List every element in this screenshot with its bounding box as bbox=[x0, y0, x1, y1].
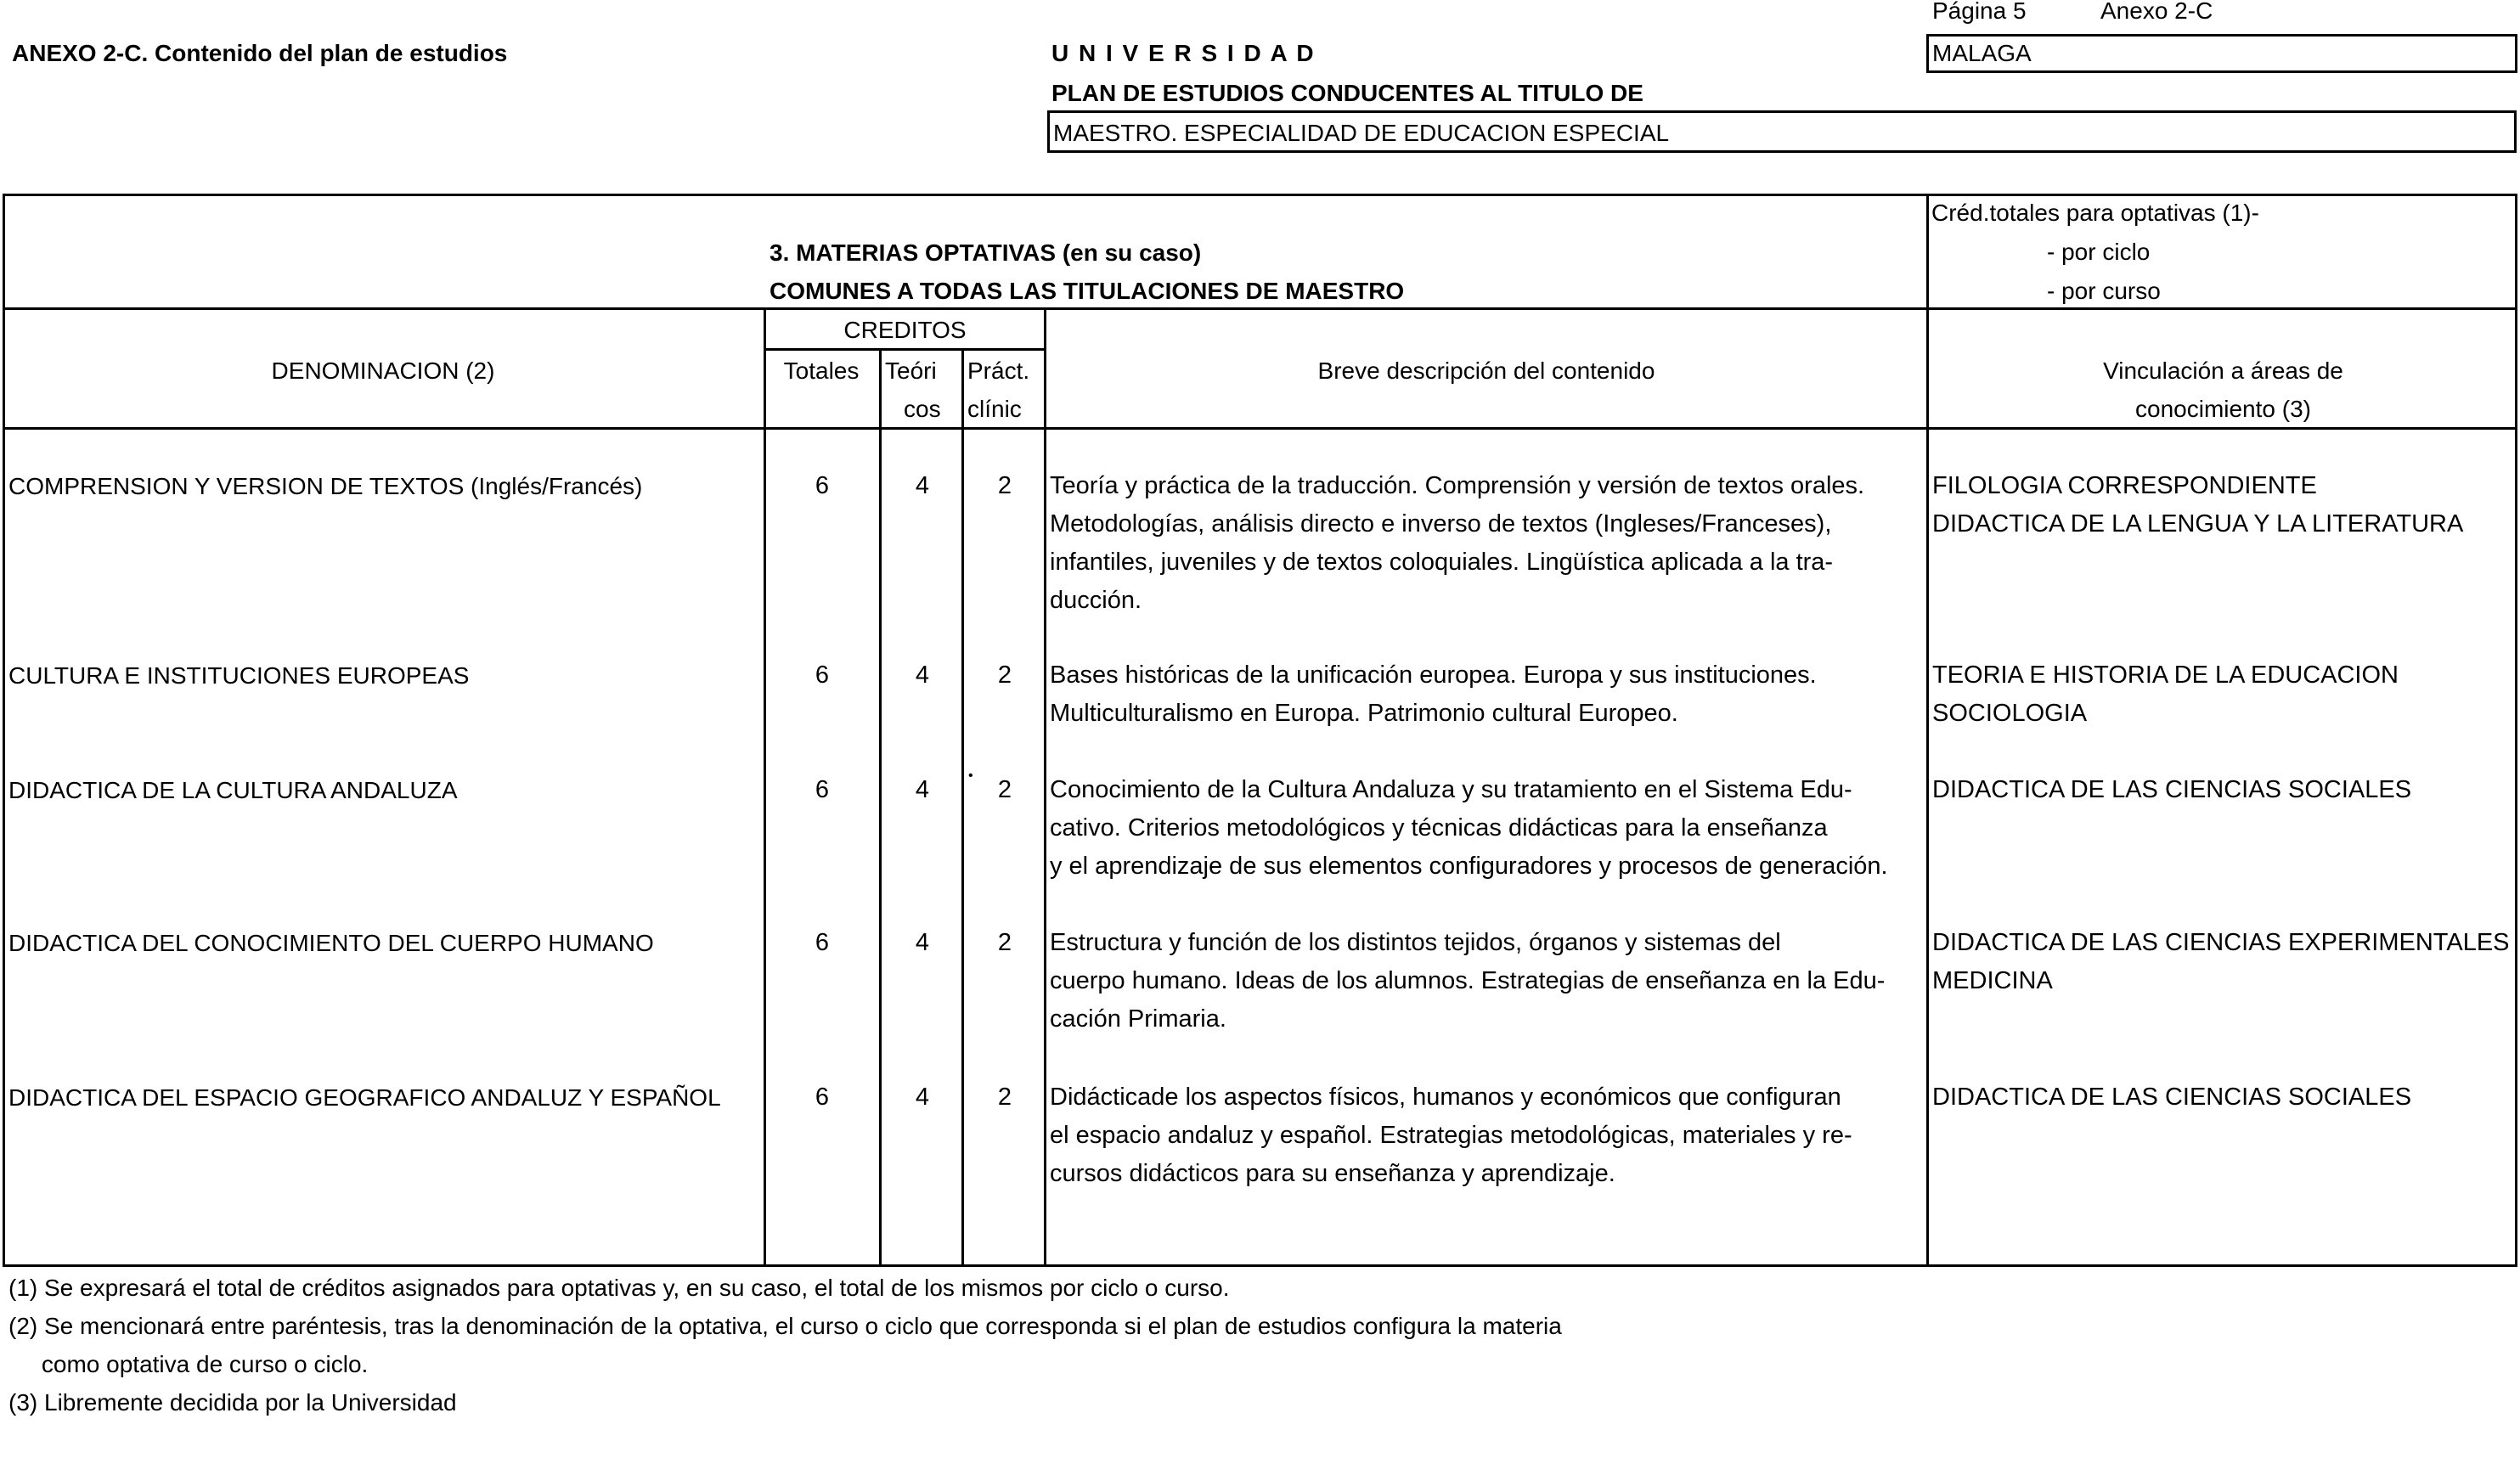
row-totales: 6 bbox=[815, 1084, 830, 1111]
universidad-field bbox=[1926, 34, 2517, 73]
col-header-teoricos-2: cos bbox=[904, 396, 941, 422]
section-subtitle: COMUNES A TODAS LAS TITULACIONES DE MAESTRO bbox=[770, 278, 1405, 304]
row-practicos: 2 bbox=[997, 929, 1012, 956]
titulo-value: MAESTRO. ESPECIALIDAD DE EDUCACION ESPECIAL bbox=[1053, 120, 1670, 146]
row-vinculacion: FILOLOGIA CORRESPONDIENTE DIDACTICA DE LA LENGUA Y LA LITERATURA bbox=[1932, 472, 2464, 538]
section-title: 3. MATERIAS OPTATIVAS (en su caso) bbox=[770, 239, 1202, 266]
footnote-3: (3) Libremente decidida por la Universidad bbox=[8, 1389, 457, 1416]
row-denominacion: DIDACTICA DEL ESPACIO GEOGRAFICO ANDALUZ Y ESPAÑOL bbox=[8, 1084, 721, 1111]
row-denominacion: CULTURA E INSTITUCIONES EUROPEAS bbox=[8, 662, 470, 689]
row-vinculacion: TEORIA E HISTORIA DE LA EDUCACION SOCIOLOGIA bbox=[1932, 661, 2399, 727]
universidad-label: U N I V E R S I D A D bbox=[1051, 40, 1316, 66]
divider bbox=[764, 348, 1046, 351]
row-practicos: 2 bbox=[997, 661, 1012, 689]
col-header-vinculacion-1: Vinculación a áreas de bbox=[2103, 357, 2343, 384]
row-descripcion: Estructura y función de los distintos tejidos, órganos y sistemas del cuerpo humano. Ideas de los alumnos. Estrategias de enseñanza en la Edu- cación Primaria. bbox=[1050, 929, 1886, 1033]
footnotes bbox=[8, 1269, 1562, 1421]
col-header-vinculacion-2: conocimiento (3) bbox=[2135, 396, 2311, 422]
row-denominacion: COMPRENSION Y VERSION DE TEXTOS (Inglés/Francés) bbox=[8, 473, 643, 499]
creditos-note-ciclo: - por ciclo bbox=[2047, 239, 2151, 265]
col-header-denominacion: DENOMINACION (2) bbox=[271, 357, 495, 384]
col-header-teoricos-1: Teóri bbox=[885, 357, 937, 384]
annex-label: Anexo 2-C bbox=[2100, 0, 2213, 24]
row-descripcion: Conocimiento de la Cultura Andaluza y su tratamiento en el Sistema Edu- cativo. Criterios metodológicos y técnicas didácticas para la enseñanza y el aprendizaje de sus elementos configuradores y procesos de generación. bbox=[1050, 776, 1888, 880]
row-mark: • bbox=[968, 768, 973, 783]
row-teoricos: 4 bbox=[915, 472, 930, 499]
row-totales: 6 bbox=[815, 472, 830, 499]
titulo-field bbox=[1047, 110, 2517, 153]
row-vinculacion: DIDACTICA DE LAS CIENCIAS SOCIALES bbox=[1932, 1084, 2412, 1111]
page-number: Página 5 bbox=[1932, 0, 2027, 24]
row-teoricos: 4 bbox=[915, 776, 930, 803]
divider bbox=[764, 307, 766, 1267]
row-practicos: 2 bbox=[997, 1084, 1012, 1111]
row-teoricos: 4 bbox=[915, 929, 930, 956]
row-descripcion: Didácticade los aspectos físicos, humanos y económicos que configuran el espacio andaluz y español. Estrategias metodológicas, materiales y re- cursos didácticos para su enseñanza y aprendizaje. bbox=[1050, 1084, 1852, 1187]
row-vinculacion: DIDACTICA DE LAS CIENCIAS SOCIALES bbox=[1932, 776, 2412, 803]
universidad-value: MALAGA bbox=[1932, 40, 2032, 66]
row-teoricos: 4 bbox=[915, 661, 930, 689]
col-header-descripcion: Breve descripción del contenido bbox=[1317, 357, 1655, 384]
divider bbox=[1044, 307, 1046, 1267]
row-practicos: 2 bbox=[997, 472, 1012, 499]
col-header-creditos: CREDITOS bbox=[843, 317, 967, 343]
row-descripcion: Bases históricas de la unificación europea. Europa y sus instituciones. Multiculturalismo en Europa. Patrimonio cultural Europeo. bbox=[1050, 661, 1817, 727]
row-vinculacion: DIDACTICA DE LAS CIENCIAS EXPERIMENTALES MEDICINA bbox=[1932, 929, 2510, 994]
footnote-1: (1) Se expresará el total de créditos asignados para optativas y, en su caso, el total de los mismos por ciclo o curso. bbox=[8, 1275, 1230, 1301]
creditos-note-title: Créd.totales para optativas (1)- bbox=[1931, 200, 2259, 226]
row-denominacion: DIDACTICA DEL CONOCIMIENTO DEL CUERPO HUMANO bbox=[8, 930, 654, 956]
row-totales: 6 bbox=[815, 776, 830, 803]
row-teoricos: 4 bbox=[915, 1084, 930, 1111]
divider bbox=[3, 427, 2517, 430]
plan-label: PLAN DE ESTUDIOS CONDUCENTES AL TITULO DE bbox=[1051, 80, 1643, 106]
divider bbox=[961, 348, 964, 1267]
footnote-2-continued: como optativa de curso o ciclo. bbox=[8, 1351, 369, 1377]
divider bbox=[3, 307, 2517, 310]
creditos-note-curso: - por curso bbox=[2047, 278, 2161, 304]
divider bbox=[879, 348, 882, 1267]
col-header-totales: Totales bbox=[783, 357, 860, 384]
divider bbox=[1926, 194, 1929, 1267]
row-practicos: 2 bbox=[997, 776, 1012, 803]
row-totales: 6 bbox=[815, 929, 830, 956]
footnote-2: (2) Se mencionará entre paréntesis, tras la denominación de la optativa, el curso o ciclo que corresponda si el plan de estudios configura la materia bbox=[8, 1313, 1562, 1339]
col-header-practicos-1: Práct. bbox=[967, 357, 1030, 384]
col-header-practicos-2: clínic bbox=[967, 396, 1022, 422]
row-totales: 6 bbox=[815, 661, 830, 689]
row-denominacion: DIDACTICA DE LA CULTURA ANDALUZA bbox=[8, 777, 458, 803]
document-title: ANEXO 2-C. Contenido del plan de estudios bbox=[12, 40, 508, 66]
row-descripcion: Teoría y práctica de la traducción. Comprensión y versión de textos orales. Metodologías, análisis directo e inverso de textos (Ingleses/Franceses), infantiles, juveniles y de textos coloquiales. Lingüística aplicada a la tra- ducción. bbox=[1050, 472, 1865, 614]
